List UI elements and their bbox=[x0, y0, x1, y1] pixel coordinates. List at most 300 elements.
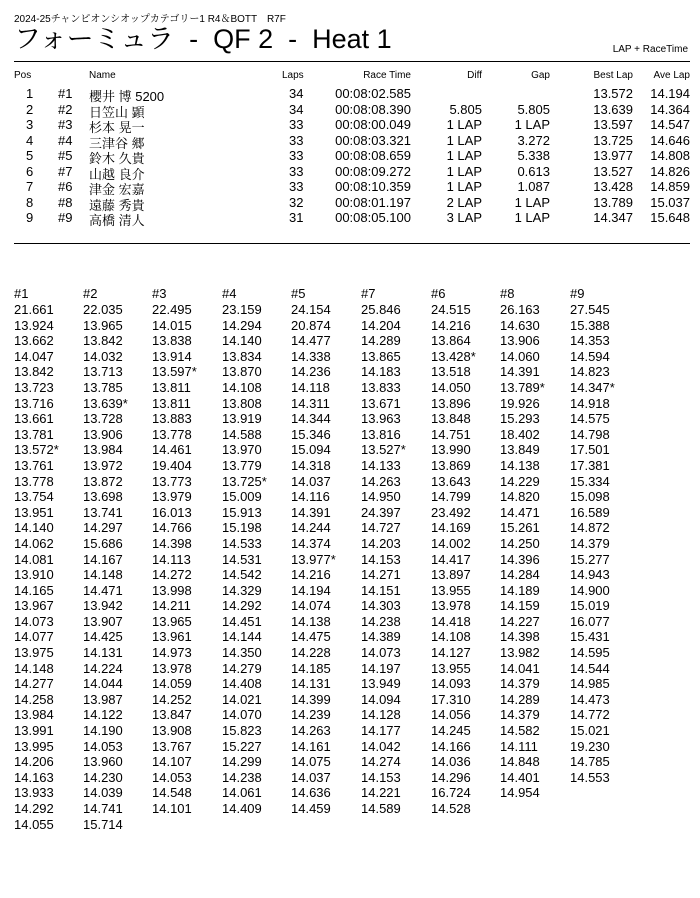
lap-column-header: #3 bbox=[152, 286, 167, 301]
lap-time: 15.686 bbox=[83, 535, 123, 551]
lap-time: 16.589 bbox=[570, 504, 610, 520]
lap-time: 14.820 bbox=[500, 489, 540, 505]
lap-time: 14.169 bbox=[431, 520, 471, 536]
lap-time: 14.398 bbox=[500, 629, 540, 645]
lap-time: 13.965 bbox=[152, 613, 192, 629]
lap-time: 19.926 bbox=[500, 395, 540, 411]
lap-time: 13.698 bbox=[83, 489, 123, 505]
lap-time: 14.531 bbox=[222, 551, 262, 567]
lap-time: 13.779 bbox=[222, 457, 262, 473]
lap-time: 14.015 bbox=[152, 317, 192, 333]
best-lap: 13.639 bbox=[593, 101, 633, 117]
lap-time: 14.544 bbox=[570, 660, 610, 676]
lap-time: 14.823 bbox=[570, 364, 610, 380]
lap-time: 13.963 bbox=[361, 411, 401, 427]
ave-lap: 14.808 bbox=[650, 148, 690, 163]
lap-time: 13.671 bbox=[361, 395, 401, 411]
lap-time: 14.389 bbox=[361, 629, 401, 645]
lap-time: 14.396 bbox=[500, 551, 540, 567]
lap-time: 14.401 bbox=[500, 769, 540, 785]
lap-time: 14.798 bbox=[570, 426, 610, 442]
lap-time: 14.211 bbox=[152, 598, 191, 614]
lap-time: 14.347* bbox=[570, 379, 615, 395]
lap-time: 14.471 bbox=[83, 582, 123, 598]
best-lap: 13.725 bbox=[593, 132, 633, 148]
lap-time: 14.189 bbox=[500, 582, 540, 598]
lap-time: 13.773 bbox=[152, 473, 192, 489]
lap-time: 14.374 bbox=[291, 535, 331, 551]
lap-column-header: #2 bbox=[83, 286, 98, 301]
race-time: 00:08:00.049 bbox=[335, 117, 411, 132]
lap-time: 14.329 bbox=[222, 582, 262, 598]
lap-time: 15.198 bbox=[222, 520, 262, 536]
lap-time: 14.379 bbox=[500, 707, 540, 723]
lap-time: 13.972 bbox=[83, 457, 123, 473]
lap-time: 13.816 bbox=[361, 426, 401, 442]
lap-time: 14.848 bbox=[500, 754, 540, 770]
lap-time: 14.303 bbox=[361, 598, 401, 614]
lap-time: 18.402 bbox=[500, 426, 540, 442]
lap-time: 14.021 bbox=[222, 691, 262, 707]
lap-time: 14.037 bbox=[291, 473, 331, 489]
diff: 1 LAP bbox=[446, 163, 482, 179]
col-laps: Laps bbox=[282, 70, 304, 81]
lap-time: 14.244 bbox=[291, 520, 331, 536]
lap-time: 14.391 bbox=[500, 364, 540, 380]
gap: 5.338 bbox=[517, 148, 550, 163]
lap-time: 14.053 bbox=[152, 769, 192, 785]
lap-time: 14.070 bbox=[222, 707, 262, 723]
result-pos: 2 bbox=[26, 101, 34, 117]
lap-time: 14.459 bbox=[291, 801, 331, 816]
lap-time: 16.724 bbox=[431, 785, 471, 801]
lap-time: 13.723 bbox=[14, 379, 54, 395]
col-race-time: Race Time bbox=[363, 70, 411, 81]
lap-time: 13.778 bbox=[14, 473, 54, 489]
page-title: フォーミュラ - QF 2 - Heat 1 bbox=[14, 24, 392, 54]
lap-time: 17.381 bbox=[570, 457, 610, 473]
lap-time: 15.388 bbox=[570, 317, 610, 333]
lap-time: 14.128 bbox=[361, 707, 401, 723]
best-lap: 14.347 bbox=[593, 210, 633, 225]
lap-time: 14.221 bbox=[361, 785, 401, 801]
lap-time: 14.477 bbox=[291, 333, 331, 349]
lap-time: 14.081 bbox=[14, 551, 54, 567]
lap-time: 14.044 bbox=[83, 676, 123, 692]
lap-time: 14.153 bbox=[361, 551, 401, 567]
lap-time: 14.131 bbox=[291, 676, 331, 692]
lap-time: 15.334 bbox=[570, 473, 610, 489]
lap-time: 14.263 bbox=[361, 473, 401, 489]
driver-number: #5 bbox=[58, 148, 73, 163]
result-row bbox=[14, 195, 690, 211]
lap-time: 16.077 bbox=[570, 613, 610, 629]
lap-time: 19.404 bbox=[152, 457, 192, 473]
ave-lap: 15.648 bbox=[650, 210, 690, 225]
lap-time: 13.979 bbox=[152, 489, 192, 505]
lap-time: 14.101 bbox=[152, 801, 192, 816]
driver-number: #7 bbox=[58, 163, 73, 179]
driver-name: 遠藤 秀貴 bbox=[89, 197, 145, 213]
driver-name: 杉本 晃一 bbox=[89, 120, 145, 135]
driver-name: 日笠山 顕 bbox=[89, 104, 145, 120]
lap-time: 13.767 bbox=[152, 738, 192, 754]
lap-time: 14.194 bbox=[291, 582, 331, 598]
lap-time: 14.138 bbox=[291, 613, 331, 629]
lap-time: 14.161 bbox=[291, 738, 331, 754]
lap-time: 14.408 bbox=[222, 676, 262, 692]
lap-time: 14.553 bbox=[570, 769, 610, 785]
lap-time: 14.353 bbox=[570, 333, 610, 349]
lap-time: 13.965 bbox=[83, 317, 123, 333]
best-lap: 13.527 bbox=[593, 163, 633, 179]
lap-time: 26.163 bbox=[500, 302, 540, 317]
lap-time: 13.984 bbox=[14, 707, 54, 723]
lap-time: 13.713 bbox=[83, 364, 123, 380]
lap-time: 14.133 bbox=[361, 457, 401, 473]
lap-time: 13.978 bbox=[431, 598, 471, 614]
lap-time: 13.716 bbox=[14, 395, 54, 411]
laps-completed: 33 bbox=[289, 117, 304, 132]
driver-number: #2 bbox=[58, 101, 73, 117]
results-header bbox=[14, 70, 690, 86]
lap-time: 13.883 bbox=[152, 411, 192, 427]
lap-time: 24.515 bbox=[431, 302, 471, 317]
race-time: 00:08:08.659 bbox=[335, 148, 411, 163]
lap-time: 14.230 bbox=[83, 769, 123, 785]
lap-time: 14.144 bbox=[222, 629, 262, 645]
driver-number: #8 bbox=[58, 194, 73, 210]
lap-time: 13.725* bbox=[222, 473, 267, 489]
lap-time: 14.954 bbox=[500, 785, 540, 801]
lap-time: 17.501 bbox=[570, 442, 610, 458]
result-row bbox=[14, 148, 690, 164]
driver-number: #9 bbox=[58, 210, 73, 225]
lap-time: 14.973 bbox=[152, 645, 192, 661]
lap-time: 14.228 bbox=[291, 645, 331, 661]
lap-time: 13.661 bbox=[14, 411, 54, 427]
lap-time: 22.035 bbox=[83, 302, 123, 317]
lap-time: 13.662 bbox=[14, 333, 54, 349]
lap-time: 13.942 bbox=[83, 598, 123, 614]
lap-time: 14.274 bbox=[361, 754, 401, 770]
lap-time: 13.728 bbox=[83, 411, 123, 427]
gap: 3.272 bbox=[517, 132, 550, 148]
lap-time: 14.751 bbox=[431, 426, 471, 442]
lap-time: 14.042 bbox=[361, 738, 401, 754]
laps-completed: 34 bbox=[289, 86, 304, 101]
lap-time: 22.495 bbox=[152, 302, 192, 317]
lap-time: 14.252 bbox=[152, 691, 192, 707]
lap-time: 14.075 bbox=[291, 754, 331, 770]
lap-time: 14.140 bbox=[222, 333, 262, 349]
lap-time: 13.977* bbox=[291, 551, 336, 567]
result-pos: 8 bbox=[26, 194, 34, 210]
driver-name: 三津谷 郷 bbox=[89, 135, 145, 151]
lap-time: 14.239 bbox=[291, 707, 331, 723]
lap-time: 23.492 bbox=[431, 504, 471, 520]
lap-time: 14.183 bbox=[361, 364, 401, 380]
lap-time: 13.639* bbox=[83, 395, 128, 411]
lap-time: 13.990 bbox=[431, 442, 471, 458]
ave-lap: 14.859 bbox=[650, 179, 690, 194]
lap-column-header: #1 bbox=[14, 286, 29, 301]
lap-column-header: #9 bbox=[570, 286, 585, 301]
col-gap: Gap bbox=[531, 70, 550, 81]
lap-time: 13.864 bbox=[431, 333, 471, 349]
lap-column bbox=[361, 286, 431, 817]
lap-time: 14.108 bbox=[431, 629, 471, 645]
result-row bbox=[14, 164, 690, 180]
result-row bbox=[14, 86, 690, 102]
lap-time: 24.397 bbox=[361, 504, 401, 520]
laps-completed: 32 bbox=[289, 194, 304, 210]
result-row bbox=[14, 133, 690, 149]
lap-time: 13.811 bbox=[152, 379, 191, 395]
lap-time: 14.140 bbox=[14, 520, 54, 536]
ave-lap: 14.826 bbox=[650, 163, 690, 179]
lap-time: 13.870 bbox=[222, 364, 262, 380]
best-lap: 13.789 bbox=[593, 194, 633, 210]
driver-number: #4 bbox=[58, 132, 73, 148]
col-best-lap: Best Lap bbox=[593, 70, 633, 81]
lap-time: 14.471 bbox=[500, 504, 540, 520]
col-pos: Pos bbox=[14, 70, 32, 81]
lap-time: 13.869 bbox=[431, 457, 471, 473]
lap-time: 13.872 bbox=[83, 473, 123, 489]
lap-time: 13.789* bbox=[500, 379, 545, 395]
lap-time: 15.293 bbox=[500, 411, 540, 427]
lap-time: 14.451 bbox=[222, 613, 262, 629]
lap-time: 14.216 bbox=[431, 317, 471, 333]
lap-time: 14.263 bbox=[291, 723, 331, 739]
laps-completed: 34 bbox=[289, 101, 304, 117]
lap-time: 14.528 bbox=[431, 801, 471, 816]
diff: 1 LAP bbox=[446, 117, 482, 132]
lap-column-header: #4 bbox=[222, 286, 237, 301]
lap-time: 14.131 bbox=[83, 645, 123, 661]
lap-time: 14.950 bbox=[361, 489, 401, 505]
lap-column bbox=[431, 286, 501, 817]
lap-column-header: #8 bbox=[500, 286, 515, 301]
race-time: 00:08:02.585 bbox=[335, 86, 411, 101]
lap-time: 14.595 bbox=[570, 645, 610, 661]
lap-time: 14.166 bbox=[431, 738, 471, 754]
lap-time: 14.073 bbox=[361, 645, 401, 661]
gap: 1.087 bbox=[517, 179, 550, 194]
lap-time: 14.399 bbox=[291, 691, 331, 707]
lap-time: 14.122 bbox=[83, 707, 123, 723]
lap-time: 14.236 bbox=[291, 364, 331, 380]
lap-time: 14.292 bbox=[14, 801, 54, 816]
result-pos: 7 bbox=[26, 179, 34, 194]
lap-time: 14.589 bbox=[361, 801, 401, 816]
laps-completed: 33 bbox=[289, 163, 304, 179]
gap: 1 LAP bbox=[514, 117, 550, 132]
result-pos: 4 bbox=[26, 132, 34, 148]
result-pos: 1 bbox=[26, 86, 34, 101]
lap-time: 14.224 bbox=[83, 660, 123, 676]
lap-time: 15.019 bbox=[570, 598, 610, 614]
lap-time: 15.431 bbox=[570, 629, 610, 645]
results-table bbox=[14, 70, 690, 226]
lap-time: 14.872 bbox=[570, 520, 610, 536]
lap-time: 14.588 bbox=[222, 426, 262, 442]
lap-time: 14.056 bbox=[431, 707, 471, 723]
lap-time: 14.238 bbox=[361, 613, 401, 629]
result-row bbox=[14, 210, 690, 226]
lap-time: 14.594 bbox=[570, 348, 610, 364]
lap-time: 25.846 bbox=[361, 302, 401, 317]
lap-time: 14.036 bbox=[431, 754, 471, 770]
lap-time: 14.074 bbox=[291, 598, 331, 614]
lap-time: 13.908 bbox=[152, 723, 192, 739]
lap-time: 14.047 bbox=[14, 348, 54, 364]
lap-time: 13.572* bbox=[14, 442, 59, 458]
lap-time: 14.113 bbox=[152, 551, 191, 567]
lap-time: 13.955 bbox=[431, 660, 471, 676]
lap-time: 14.093 bbox=[431, 676, 471, 692]
lap-time: 14.575 bbox=[570, 411, 610, 427]
lap-time: 14.216 bbox=[291, 567, 331, 583]
lap-column-header: #7 bbox=[361, 286, 376, 301]
lap-time: 14.107 bbox=[152, 754, 192, 770]
lap-time: 13.982 bbox=[500, 645, 540, 661]
lap-time: 14.151 bbox=[361, 582, 401, 598]
driver-number: #3 bbox=[58, 117, 73, 132]
lap-time: 14.163 bbox=[14, 769, 54, 785]
lap-time: 14.391 bbox=[291, 504, 331, 520]
col-ave-lap: Ave Lap bbox=[653, 70, 690, 81]
lap-time: 14.148 bbox=[14, 660, 54, 676]
lap-time: 15.277 bbox=[570, 551, 610, 567]
lap-time: 14.350 bbox=[222, 645, 262, 661]
lap-time: 14.271 bbox=[361, 567, 401, 583]
result-pos: 3 bbox=[26, 117, 34, 132]
lap-time: 13.991 bbox=[14, 723, 54, 739]
laps-completed: 31 bbox=[289, 210, 304, 225]
lap-time: 14.379 bbox=[500, 676, 540, 692]
lap-time: 14.002 bbox=[431, 535, 471, 551]
best-lap: 13.428 bbox=[593, 179, 633, 194]
lap-time: 14.167 bbox=[83, 551, 123, 567]
lap-time: 14.060 bbox=[500, 348, 540, 364]
lap-time: 13.906 bbox=[500, 333, 540, 349]
lap-time: 13.960 bbox=[83, 754, 123, 770]
lap-time: 14.165 bbox=[14, 582, 54, 598]
col-diff: Diff bbox=[467, 70, 482, 81]
lap-time: 14.292 bbox=[222, 598, 262, 614]
lap-time: 13.998 bbox=[152, 582, 192, 598]
race-time: 00:08:05.100 bbox=[335, 210, 411, 225]
lap-time: 14.636 bbox=[291, 785, 331, 801]
diff: 5.805 bbox=[449, 101, 482, 117]
lap-time: 14.203 bbox=[361, 535, 401, 551]
race-time: 00:08:08.390 bbox=[335, 101, 411, 117]
lap-time: 13.842 bbox=[14, 364, 54, 380]
gap: 1 LAP bbox=[514, 194, 550, 210]
lap-time: 13.518 bbox=[431, 364, 471, 380]
laps-completed: 33 bbox=[289, 148, 304, 163]
result-pos: 5 bbox=[26, 148, 34, 163]
lap-time: 14.296 bbox=[431, 769, 471, 785]
ave-lap: 15.037 bbox=[650, 194, 690, 210]
lap-time: 14.630 bbox=[500, 317, 540, 333]
lap-time: 13.848 bbox=[431, 411, 471, 427]
lap-time: 13.933 bbox=[14, 785, 54, 801]
lap-column bbox=[83, 286, 153, 832]
lap-time: 14.258 bbox=[14, 691, 54, 707]
lap-time: 13.527* bbox=[361, 442, 406, 458]
lap-column bbox=[152, 286, 222, 817]
lap-time: 13.811 bbox=[152, 395, 191, 411]
lap-time: 19.230 bbox=[570, 738, 610, 754]
lap-time: 15.094 bbox=[291, 442, 331, 458]
lap-time: 13.914 bbox=[152, 348, 192, 364]
gap: 5.805 bbox=[517, 101, 550, 117]
result-row bbox=[14, 117, 690, 133]
lap-time: 15.823 bbox=[222, 723, 262, 739]
lap-time: 24.154 bbox=[291, 302, 331, 317]
lap-time: 13.761 bbox=[14, 457, 54, 473]
lap-time: 13.842 bbox=[83, 333, 123, 349]
lap-time: 14.041 bbox=[500, 660, 540, 676]
ave-lap: 14.547 bbox=[650, 117, 690, 132]
lap-time: 13.847 bbox=[152, 707, 192, 723]
ave-lap: 14.646 bbox=[650, 132, 690, 148]
lap-time: 20.874 bbox=[291, 317, 331, 333]
lap-time: 13.896 bbox=[431, 395, 471, 411]
diff: 1 LAP bbox=[446, 148, 482, 163]
best-lap: 13.597 bbox=[593, 117, 633, 132]
lap-column-header: #5 bbox=[291, 286, 306, 301]
lap-time: 14.417 bbox=[431, 551, 471, 567]
lap-time: 14.272 bbox=[152, 567, 192, 583]
lap-time: 14.127 bbox=[431, 645, 471, 661]
lap-time: 14.073 bbox=[14, 613, 54, 629]
lap-time: 13.808 bbox=[222, 395, 262, 411]
driver-name: 高橋 清人 bbox=[89, 213, 145, 228]
race-time: 00:08:01.197 bbox=[335, 194, 411, 210]
diff: 1 LAP bbox=[446, 132, 482, 148]
lap-time: 14.799 bbox=[431, 489, 471, 505]
lap-time: 15.021 bbox=[570, 723, 610, 739]
lap-time: 14.245 bbox=[431, 723, 471, 739]
lap-time: 14.542 bbox=[222, 567, 262, 583]
lap-time: 14.985 bbox=[570, 676, 610, 692]
lap-time: 14.409 bbox=[222, 801, 262, 816]
lap-time: 13.984 bbox=[83, 442, 123, 458]
title-rule bbox=[14, 61, 690, 62]
lap-time: 14.475 bbox=[291, 629, 331, 645]
lap-column bbox=[291, 286, 361, 817]
lap-time: 14.250 bbox=[500, 535, 540, 551]
driver-name: 櫻井 博 5200 bbox=[89, 89, 165, 104]
lap-time: 14.279 bbox=[222, 660, 262, 676]
lap-time: 14.582 bbox=[500, 723, 540, 739]
lap-time: 14.148 bbox=[83, 567, 123, 583]
lap-time: 14.197 bbox=[361, 660, 401, 676]
lap-time: 14.159 bbox=[500, 598, 540, 614]
event-title: 2024-25チャンピオンシオップカテゴリー1 R4＆BOTT R7F bbox=[14, 14, 286, 25]
lap-time: 14.116 bbox=[291, 489, 330, 505]
lap-time: 15.098 bbox=[570, 489, 610, 505]
lap-time: 14.294 bbox=[222, 317, 262, 333]
lap-time: 14.461 bbox=[152, 442, 192, 458]
lap-time: 14.206 bbox=[14, 754, 54, 770]
result-pos: 9 bbox=[26, 210, 34, 225]
lap-time: 14.284 bbox=[500, 567, 540, 583]
